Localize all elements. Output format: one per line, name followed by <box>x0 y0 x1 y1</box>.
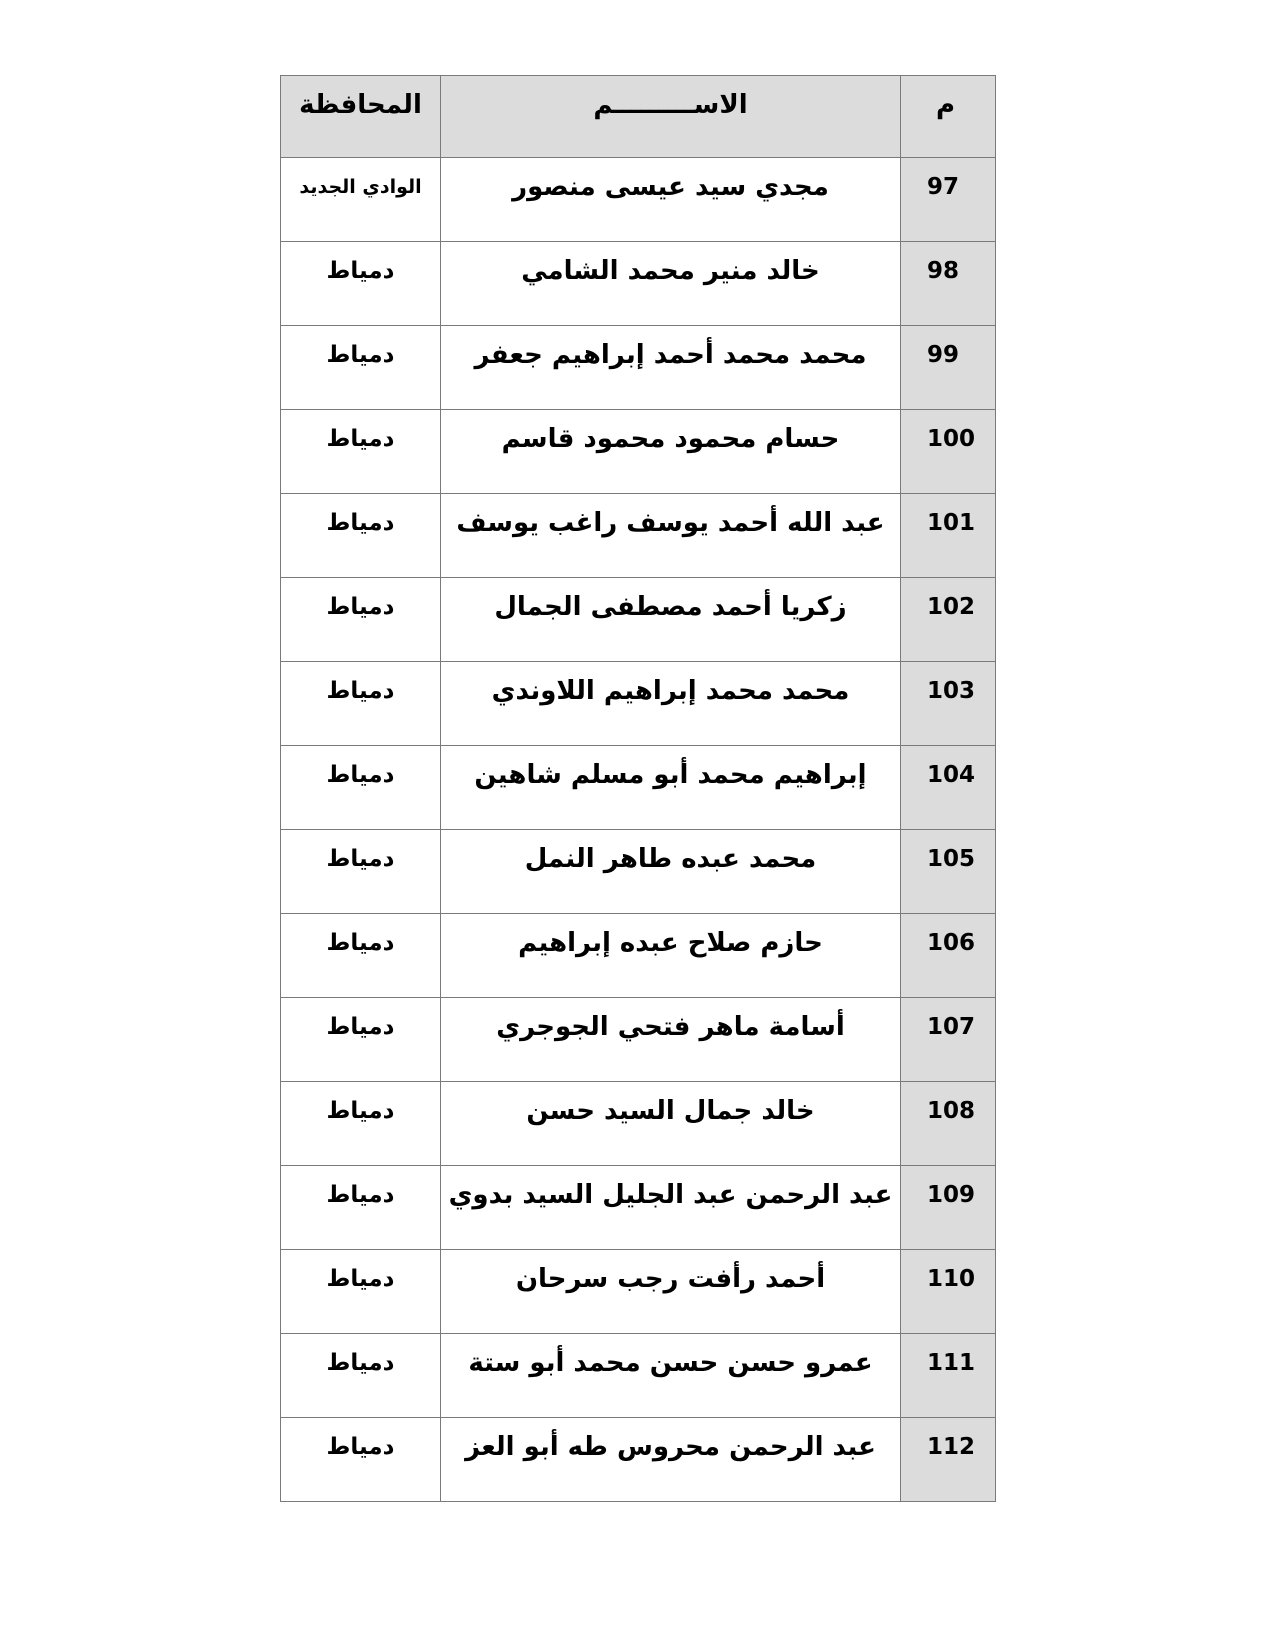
governorate-name: دمياط <box>326 426 395 452</box>
row-number: 104 <box>927 762 976 788</box>
governorate-cell <box>281 830 441 914</box>
number-cell <box>901 1082 996 1166</box>
governorate-cell <box>281 1334 441 1418</box>
number-cell <box>901 326 996 410</box>
person-name: أسامة ماهر فتحي الجوجري <box>496 1012 845 1042</box>
row-number: 102 <box>927 594 976 620</box>
table-row <box>281 1334 996 1418</box>
governorate-name: دمياط <box>326 258 395 284</box>
governorate-cell <box>281 242 441 326</box>
name-cell <box>441 242 901 326</box>
table-row <box>281 746 996 830</box>
governorate-name: دمياط <box>326 678 395 704</box>
number-cell <box>901 578 996 662</box>
governorate-cell <box>281 746 441 830</box>
name-cell <box>441 1418 901 1502</box>
name-cell <box>441 578 901 662</box>
row-number: 105 <box>927 846 976 872</box>
governorate-cell <box>281 410 441 494</box>
governorate-name: دمياط <box>326 1014 395 1040</box>
name-cell <box>441 410 901 494</box>
person-name: إبراهيم محمد أبو مسلم شاهين <box>474 760 867 790</box>
person-name: مجدي سيد عيسى منصور <box>512 172 829 202</box>
table-row <box>281 158 996 242</box>
governorate-cell <box>281 326 441 410</box>
name-cell <box>441 494 901 578</box>
row-number: 106 <box>927 930 976 956</box>
governorate-header-label: المحافظة <box>299 90 422 120</box>
governorate-cell <box>281 494 441 578</box>
person-name: خالد جمال السيد حسن <box>526 1096 815 1126</box>
person-name: محمد عبده طاهر النمل <box>524 844 817 874</box>
name-cell <box>441 1082 901 1166</box>
row-number: 110 <box>927 1266 976 1292</box>
governorate-name: دمياط <box>326 762 395 788</box>
name-cell <box>441 326 901 410</box>
governorate-cell <box>281 998 441 1082</box>
person-name: محمد محمد أحمد إبراهيم جعفر <box>474 340 867 370</box>
number-cell <box>901 1418 996 1502</box>
governorate-name: دمياط <box>326 510 395 536</box>
governorate-cell <box>281 1166 441 1250</box>
person-name: حازم صلاح عبده إبراهيم <box>518 928 823 958</box>
person-name: محمد محمد إبراهيم اللاوندي <box>491 676 850 706</box>
governorate-name: دمياط <box>326 1182 395 1208</box>
number-cell <box>901 1166 996 1250</box>
governorate-name: دمياط <box>326 594 395 620</box>
governorate-name: دمياط <box>326 846 395 872</box>
governorate-cell <box>281 158 441 242</box>
table-row <box>281 1418 996 1502</box>
table-row <box>281 830 996 914</box>
number-cell <box>901 830 996 914</box>
row-number: 97 <box>927 174 960 200</box>
row-number: 109 <box>927 1182 976 1208</box>
number-cell <box>901 914 996 998</box>
table-row <box>281 410 996 494</box>
governorate-cell <box>281 1250 441 1334</box>
name-cell <box>441 1166 901 1250</box>
row-number: 108 <box>927 1098 976 1124</box>
row-number: 100 <box>927 426 976 452</box>
table-row <box>281 998 996 1082</box>
table-row <box>281 1250 996 1334</box>
row-number: 112 <box>927 1434 976 1460</box>
person-name: عمرو حسن حسن محمد أبو ستة <box>468 1348 873 1378</box>
person-name: حسام محمود محمود قاسم <box>501 424 840 454</box>
number-header-label: م <box>935 90 955 120</box>
name-cell <box>441 1334 901 1418</box>
number-cell <box>901 410 996 494</box>
number-cell <box>901 746 996 830</box>
table-row <box>281 1166 996 1250</box>
number-cell <box>901 662 996 746</box>
name-header <box>441 76 901 158</box>
header-row <box>281 76 996 158</box>
row-number: 103 <box>927 678 976 704</box>
person-name: زكريا أحمد مصطفى الجمال <box>494 592 847 622</box>
person-name: عبد الرحمن عبد الجليل السيد بدوي <box>448 1180 893 1210</box>
governorate-cell <box>281 578 441 662</box>
table-row <box>281 1082 996 1166</box>
governorate-cell <box>281 662 441 746</box>
number-cell <box>901 1250 996 1334</box>
governorate-name: دمياط <box>326 1434 395 1460</box>
governorate-name: دمياط <box>326 1098 395 1124</box>
row-number: 111 <box>927 1350 976 1376</box>
table-row <box>281 326 996 410</box>
name-cell <box>441 1250 901 1334</box>
person-name: عبد الرحمن محروس طه أبو العز <box>465 1432 876 1462</box>
governorate-cell <box>281 1418 441 1502</box>
table-row <box>281 914 996 998</box>
governorate-name: دمياط <box>326 930 395 956</box>
number-cell <box>901 1334 996 1418</box>
name-cell <box>441 998 901 1082</box>
number-cell <box>901 158 996 242</box>
person-name: عبد الله أحمد يوسف راغب يوسف <box>456 508 885 538</box>
number-cell <box>901 494 996 578</box>
governorate-name: دمياط <box>326 1350 395 1376</box>
name-cell <box>441 746 901 830</box>
person-name: أحمد رأفت رجب سرحان <box>515 1264 826 1294</box>
table-row <box>281 662 996 746</box>
name-header-label: الاســـــــــم <box>593 90 748 120</box>
row-number: 107 <box>927 1014 976 1040</box>
number-cell <box>901 998 996 1082</box>
row-number: 101 <box>927 510 976 536</box>
names-table <box>280 75 996 1502</box>
governorate-cell <box>281 1082 441 1166</box>
table-row <box>281 494 996 578</box>
person-name: خالد منير محمد الشامي <box>521 256 820 286</box>
governorate-name: الوادي الجديد <box>299 176 422 198</box>
name-cell <box>441 662 901 746</box>
name-cell <box>441 158 901 242</box>
table-row <box>281 578 996 662</box>
row-number: 99 <box>927 342 960 368</box>
name-cell <box>441 830 901 914</box>
row-number: 98 <box>927 258 960 284</box>
name-cell <box>441 914 901 998</box>
governorate-cell <box>281 914 441 998</box>
number-cell <box>901 242 996 326</box>
governorate-header <box>281 76 441 158</box>
table-row <box>281 242 996 326</box>
governorate-name: دمياط <box>326 1266 395 1292</box>
governorate-name: دمياط <box>326 342 395 368</box>
number-header <box>901 76 996 158</box>
